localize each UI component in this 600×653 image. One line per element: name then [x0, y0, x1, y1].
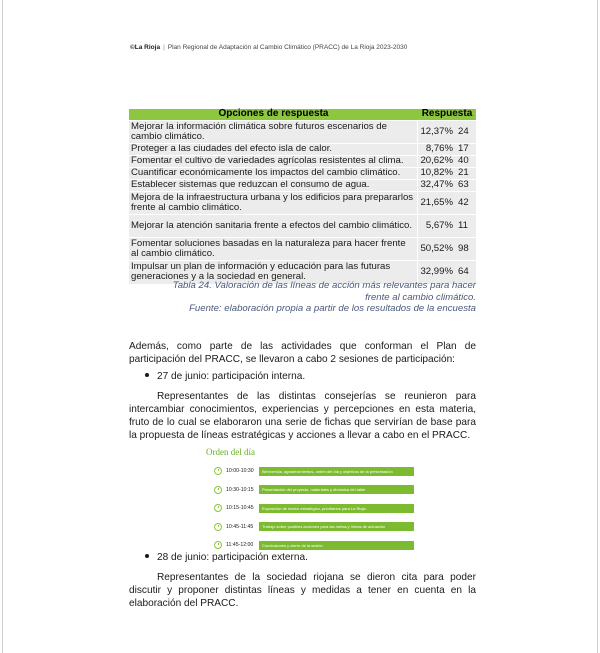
- agenda-image: [206, 447, 418, 556]
- agenda-row: [206, 482, 418, 498]
- table-row: [129, 144, 476, 156]
- agenda-time: 10:45-11:45: [226, 523, 254, 530]
- bullet-text: 28 de junio: participación externa.: [157, 552, 308, 563]
- responses-table: [129, 109, 476, 284]
- option-cell: Cuantificar económicamente los impactos del cambio climático.: [129, 168, 418, 180]
- agenda-row: [206, 463, 418, 479]
- agenda-time: 10:30-10:15: [226, 486, 254, 493]
- intro-paragraph: Además, como parte de las actividades que conforman el Plan de participación del PRACC, se llevaron a cabo 2 sesiones de participación:: [129, 341, 476, 365]
- count-cell: 24: [455, 121, 476, 144]
- col-answer-header: Respuesta: [418, 109, 476, 121]
- table-header-row: [129, 109, 476, 121]
- bullet-item-internal: [145, 371, 305, 382]
- table-row: [129, 156, 476, 168]
- page-border-left: [2, 0, 3, 653]
- agenda-row: [206, 500, 418, 516]
- agenda-item-bar: Bienvenida, agradecimientos, orden del día y objetivos de la presentación: [259, 467, 414, 476]
- count-cell: 42: [455, 192, 476, 215]
- percent-cell: 10,82%: [418, 168, 455, 180]
- col-option-header: Opciones de respuesta: [129, 109, 418, 121]
- caption-source: Fuente: elaboración propia a partir de los resultados de la encuesta: [189, 303, 476, 314]
- percent-cell: 8,76%: [418, 144, 455, 156]
- count-cell: 17: [455, 144, 476, 156]
- option-cell: Establecer sistemas que reduzcan el consumo de agua.: [129, 180, 418, 192]
- bullet-dot-icon: [145, 373, 149, 377]
- percent-cell: 32,47%: [418, 180, 455, 192]
- table-row: [129, 168, 476, 180]
- agenda-row: [206, 537, 418, 553]
- header-org: ©La Rioja: [130, 44, 161, 51]
- page-border-right: [597, 0, 598, 653]
- header-separator: |: [163, 44, 165, 51]
- percent-cell: 20,62%: [418, 156, 455, 168]
- option-cell: Impulsar un plan de información y educación para las futuras generaciones y a la sociedad en general.: [129, 261, 418, 284]
- option-cell: Fomentar el cultivo de variedades agrícolas resistentes al clima.: [129, 156, 418, 168]
- option-cell: Fomentar soluciones basadas en la naturaleza para hacer frente al cambio climático.: [129, 238, 418, 261]
- option-cell: Mejorar la información climática sobre futuros escenarios de cambio climático.: [129, 121, 418, 144]
- percent-cell: 12,37%: [418, 121, 455, 144]
- agenda-time: 10:15-10:45: [226, 505, 254, 511]
- page-header: [130, 44, 407, 51]
- count-cell: 64: [455, 261, 476, 284]
- agenda-time: 11:45-12:00: [226, 542, 254, 548]
- caption-title: Tabla 24. Valoración de las líneas de acción más relevantes para hacer frente al cambio climático.: [172, 280, 476, 303]
- table-row: [129, 121, 476, 144]
- table-row: [129, 192, 476, 215]
- agenda-item-bar: Conclusiones y cierre de la sesión: [259, 541, 414, 550]
- table-row: [129, 180, 476, 192]
- option-cell: Proteger a las ciudades del efecto isla de calor.: [129, 144, 418, 156]
- agenda-item-bar: Exposición de marco estratégico, prioritarios para La Rioja.: [259, 504, 414, 513]
- agenda-item-bar: Trabajo sobre posibles acciones para las metas y líneas de actuación: [259, 522, 414, 531]
- header-text: Plan Regional de Adaptación al Cambio Climático (PRACC) de La Rioja 2023-2030: [167, 44, 408, 51]
- clock-icon: [214, 504, 222, 512]
- table-row: [129, 238, 476, 261]
- percent-cell: 5,67%: [418, 215, 455, 238]
- table-row: [129, 215, 476, 238]
- clock-icon: [214, 486, 222, 494]
- internal-session-paragraph: Representantes de las distintas consejerías se reunieron para intercambiar conocimientos, experiencias y percepciones en esta materia, fruto de lo cual se elaboraron una serie de fichas que servirían de base para la propuesta de líneas estratégicas y acciones a llevar a cabo en el PRACC.: [129, 391, 476, 441]
- percent-cell: 32,99%: [418, 261, 455, 284]
- bullet-dot-icon: [145, 554, 149, 558]
- count-cell: 40: [455, 156, 476, 168]
- option-cell: Mejora de la infraestructura urbana y los edificios para prepararlos frente al cambio climático.: [129, 192, 418, 215]
- agenda-item-bar: Presentación del proyecto, materiales y dinámica del taller: [259, 485, 414, 494]
- agenda-time: 10:00-10:30: [226, 468, 254, 474]
- external-session-paragraph: Representantes de la sociedad riojana se dieron cita para poder discutir y proponer distintas líneas y medidas a tener en cuenta en la elaboración del PRACC.: [129, 572, 476, 609]
- percent-cell: 50,52%: [418, 238, 455, 261]
- clock-icon: [214, 523, 222, 531]
- agenda-title: Orden del día: [206, 447, 255, 457]
- clock-icon: [214, 541, 222, 549]
- bullet-text: 27 de junio: participación interna.: [157, 371, 306, 382]
- agenda-row: [206, 519, 418, 535]
- percent-cell: 21,65%: [418, 192, 455, 215]
- count-cell: 63: [455, 180, 476, 192]
- count-cell: 98: [455, 238, 476, 261]
- option-cell: Mejorar la atención sanitaria frente a efectos del cambio climático.: [129, 215, 418, 238]
- count-cell: 11: [455, 215, 476, 238]
- count-cell: 21: [455, 168, 476, 180]
- clock-icon: [214, 467, 222, 475]
- table-caption: [146, 280, 476, 315]
- bullet-item-external: [145, 552, 308, 563]
